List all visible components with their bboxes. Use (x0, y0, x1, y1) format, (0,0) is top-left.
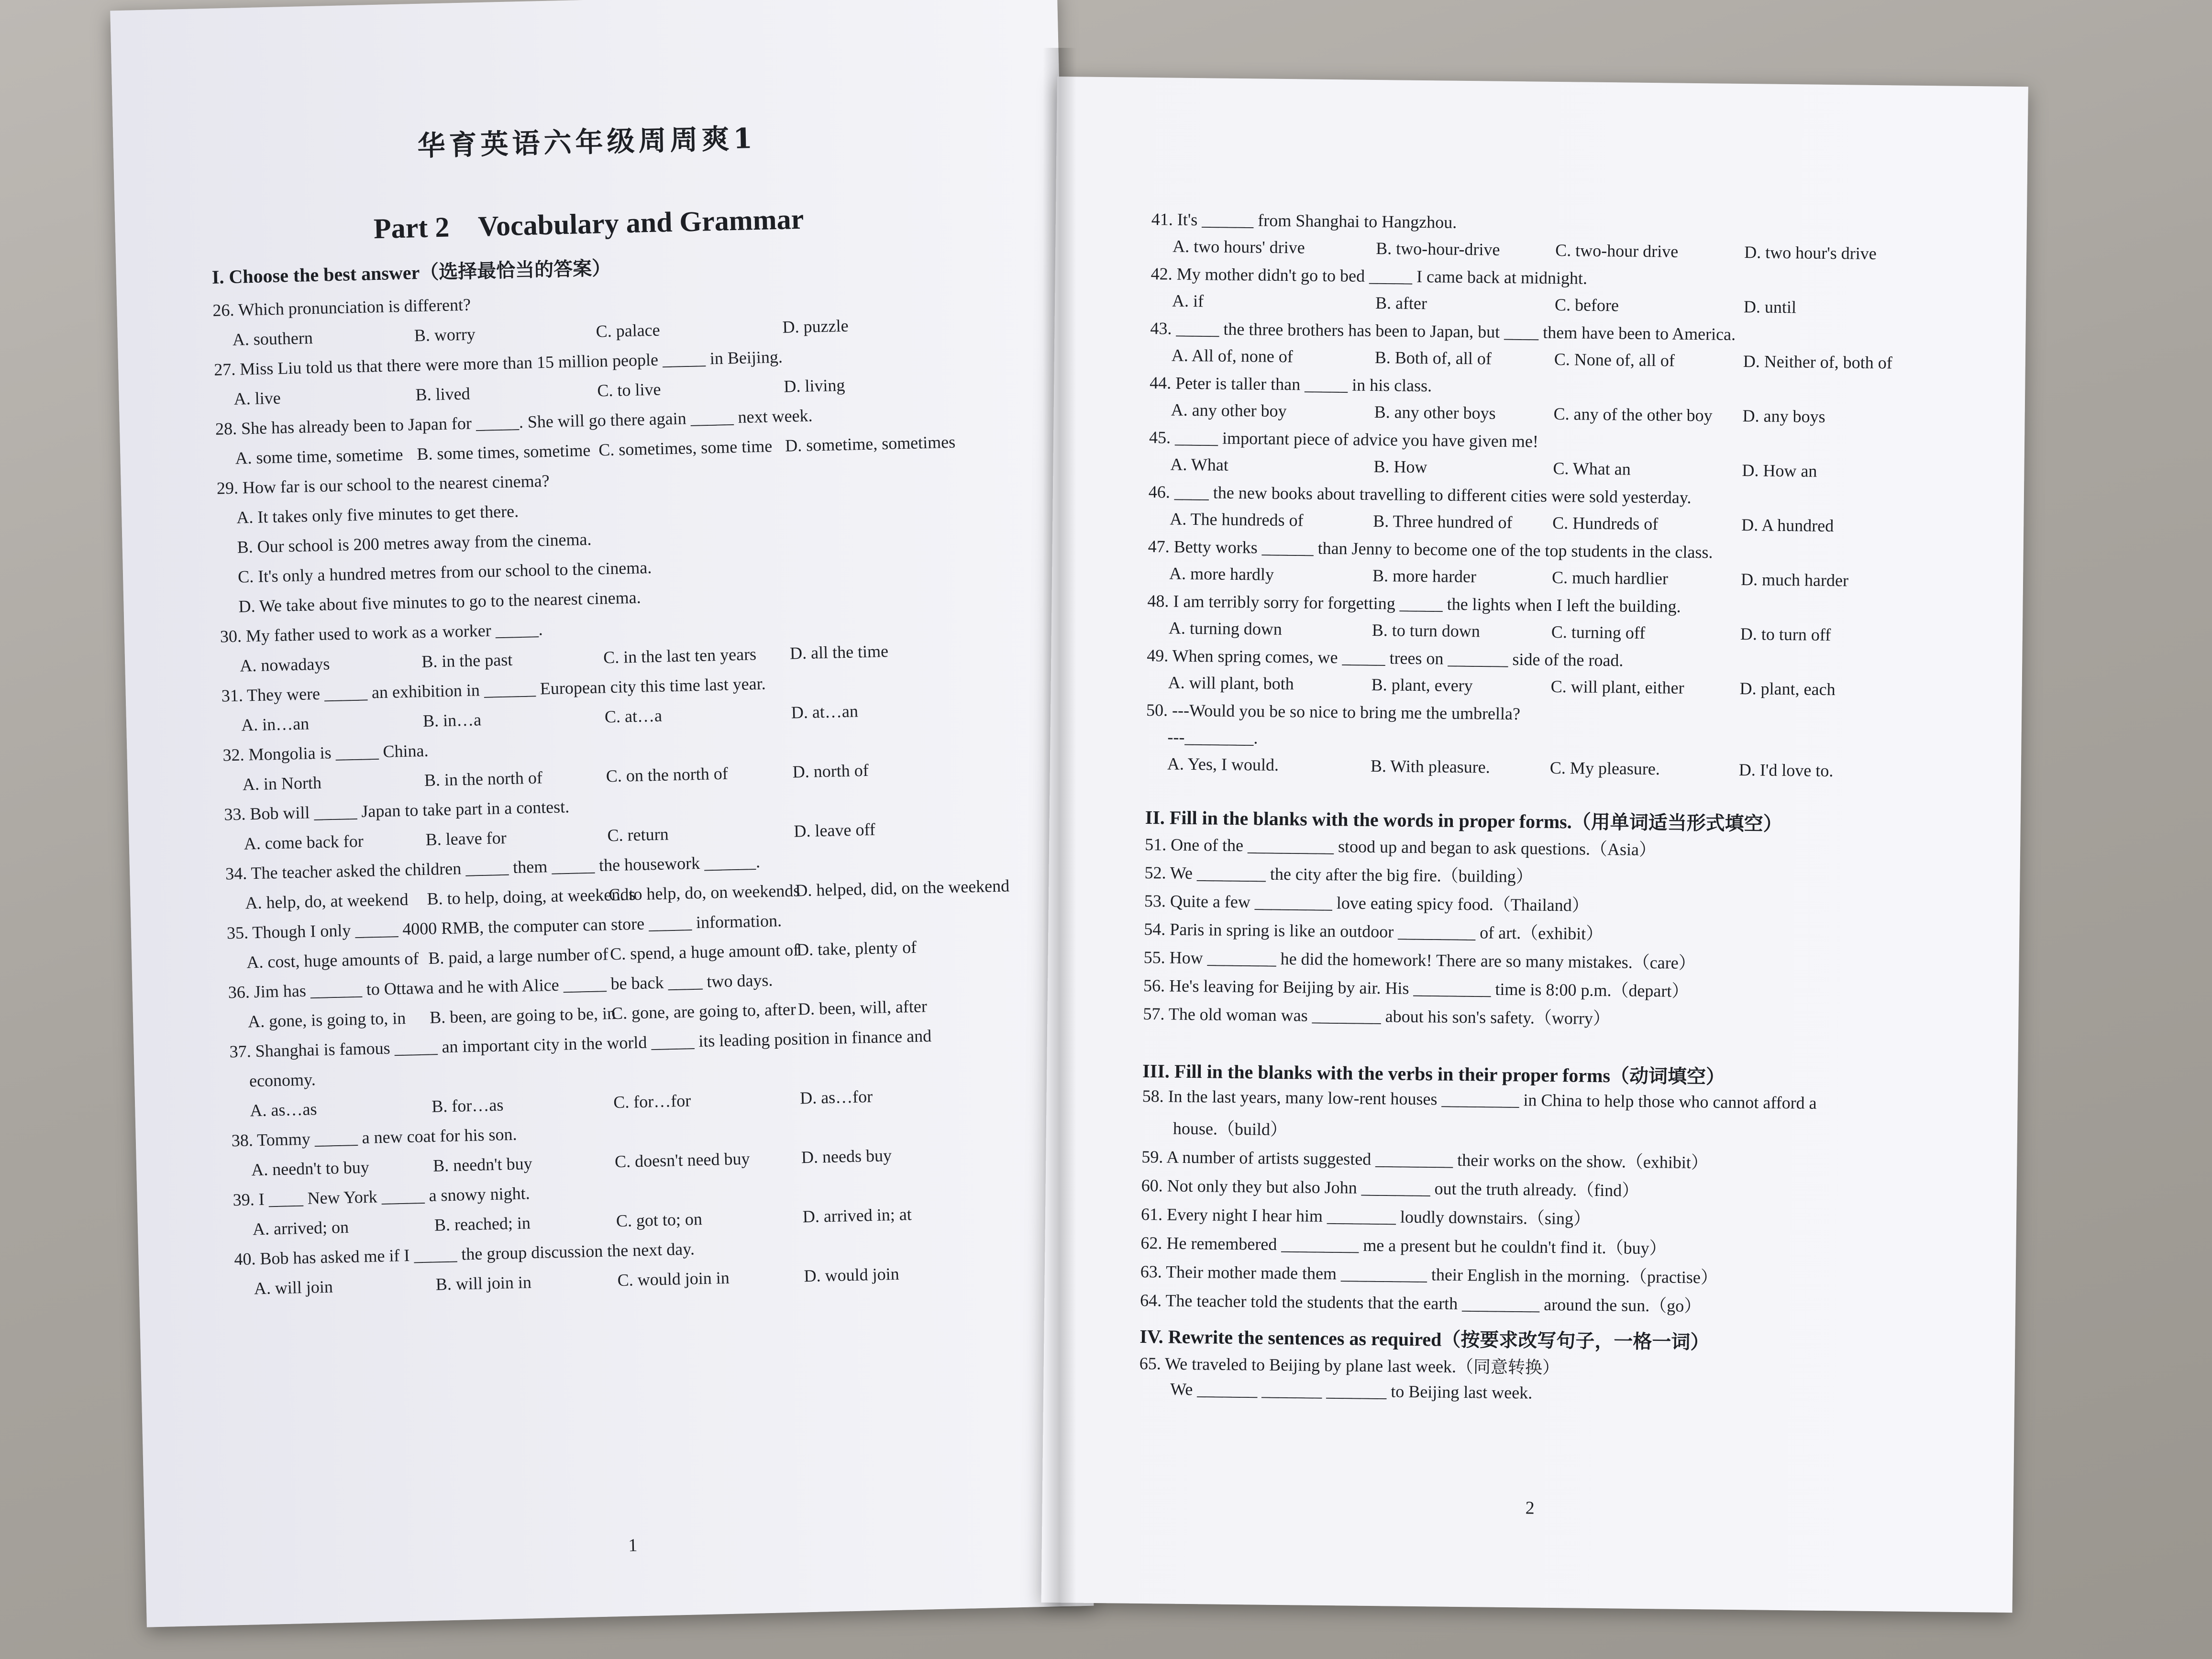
question-text: 40. Bob has asked me if I _____ the group discussion the next day. (234, 1239, 695, 1269)
answer-option: C. would join in (617, 1268, 730, 1290)
answer-option: D. helped, did, on the weekend (795, 876, 1010, 900)
answer-option: B. more harder (1372, 565, 1477, 586)
answer-option: D. to turn off (1740, 624, 1831, 644)
answer-option: B. reached; in (434, 1213, 531, 1235)
answer-option: B. for…as (431, 1095, 504, 1116)
answer-option: B. some times, sometime (416, 440, 591, 464)
question-text: 43. _____ the three brothers has been to Japan, but ____ them have been to America. (1150, 319, 1736, 344)
answer-option: B. been, are going to be, in (429, 1004, 616, 1027)
answer-option: C. got to; on (616, 1209, 703, 1231)
answer-option: D. as…for (799, 1086, 873, 1108)
answer-option: D. needs buy (801, 1146, 892, 1167)
answer-option: D. all the time (789, 641, 889, 663)
answer-option: C. return (607, 824, 669, 845)
question-text: 30. My father used to work as a worker _____. (220, 619, 543, 646)
fill-blank-item: 65. We traveled to Beijing by plane last week.（同意转换） (1139, 1353, 1560, 1378)
answer-option: D. plant, each (1739, 679, 1836, 699)
answer-option: B. two-hour-drive (1376, 238, 1500, 259)
answer-option: B. How (1373, 456, 1427, 477)
fill-blank-item: 61. Every night I hear him ________ loudly downstairs.（sing） (1140, 1204, 1591, 1228)
answer-option: A. turning down (1168, 618, 1283, 639)
answer-option: D. arrived in; at (802, 1205, 912, 1227)
question-text: 46. ____ the new books about travelling to different cities were sold yesterday. (1148, 482, 1692, 507)
answer-option: C. any of the other boy (1553, 404, 1713, 425)
answer-option: C. Hundreds of (1552, 513, 1659, 534)
answer-option: A. help, do, at weekend (245, 889, 409, 913)
section-1-title: I. Choose the best answer（选择最恰当的答案） (211, 257, 611, 288)
question-text: 27. Miss Liu told us that there were more than 15 million people _____ in Beijing. (213, 347, 783, 379)
answer-option: C. for…for (613, 1091, 691, 1112)
answer-option: A. arrived; on (252, 1217, 349, 1239)
question-text: 31. They were _____ an exhibition in ______ European city this time last year. (221, 674, 766, 706)
question-text: 29. How far is our school to the nearest cinema? (216, 471, 550, 498)
document-title: 华育英语六年级周周爽1 (417, 122, 757, 162)
answer-option: B. to turn down (1371, 620, 1481, 641)
answer-option: B. paid, a large number of (428, 944, 608, 968)
question-text: 32. Mongolia is _____ China. (222, 741, 429, 765)
answer-option: A. southern (232, 328, 313, 349)
answer-option: C. before (1554, 295, 1619, 315)
answer-option: B. in the past (421, 650, 513, 672)
answer-option: A. live (233, 388, 281, 409)
answer-option: A. What (1170, 454, 1229, 475)
answer-option: C. spend, a huge amount of (609, 940, 799, 964)
answer-option: B. needn't buy (432, 1154, 533, 1175)
question-text: 28. She has already been to Japan for _____. She will go there again _____ next week. (215, 406, 813, 439)
answer-option: A. more hardly (1169, 564, 1274, 584)
question-text: 33. Bob will _____ Japan to take part in a contest. (223, 797, 570, 824)
left-page (110, 0, 1094, 1627)
answer-option: B. Our school is 200 metres away from the cinema. (237, 529, 592, 557)
part-title: Part 2 Vocabulary and Grammar (373, 203, 804, 245)
answer-option: B. to help, doing, at weekends (427, 885, 636, 908)
answer-option: A. as…as (250, 1099, 317, 1120)
answer-option: A. cost, huge amounts of (246, 949, 419, 972)
answer-option: A. will plant, both (1168, 673, 1294, 694)
question-text: 49. When spring comes, we _____ trees on _______ side of the road. (1147, 646, 1624, 670)
answer-option: A. come back for (243, 831, 364, 853)
answer-option: D. How an (1742, 461, 1817, 481)
answer-option: A. Yes, I would. (1167, 754, 1279, 774)
answer-option: B. will join in (435, 1272, 532, 1294)
fill-blank-item: 64. The teacher told the students that the earth _________ around the sun.（go） (1140, 1290, 1702, 1316)
answer-option: A. in…an (241, 714, 310, 735)
answer-option: C. on the north of (606, 763, 729, 786)
answer-option: B. With pleasure. (1370, 756, 1490, 777)
answer-option: C. My pleasure. (1549, 758, 1660, 779)
question-text: 38. Tommy _____ a new coat for his son. (231, 1124, 517, 1150)
page-number-right: 2 (1525, 1498, 1535, 1518)
answer-option: C. to help, do, on weekends (608, 881, 800, 905)
answer-option: D. leave off (794, 819, 876, 841)
answer-option: D. puzzle (782, 316, 849, 337)
answer-option: A. nowadays (239, 654, 330, 675)
answer-option: C. None of, all of (1554, 349, 1675, 370)
answer-option: C. two-hour drive (1555, 240, 1679, 261)
answer-option: C. sometimes, some time (598, 436, 773, 460)
answer-option: D. two hour's drive (1744, 243, 1877, 263)
answer-option: D. I'd love to. (1738, 760, 1834, 781)
question-text: 36. Jim has ______ to Ottawa and he with Alice _____ be back ____ two days. (228, 970, 773, 1002)
answer-option: B. any other boys (1374, 402, 1496, 423)
answer-option: B. after (1375, 293, 1427, 313)
answer-option: C. doesn't need buy (614, 1149, 750, 1172)
section-2-title: II. Fill in the blanks with the words in proper forms.（用单词适当形式填空） (1145, 807, 1782, 835)
answer-option: D. north of (792, 760, 869, 782)
answer-option: B. worry (414, 324, 476, 345)
answer-option: D. We take about five minutes to go to the nearest cinema. (238, 587, 641, 616)
question-continuation: economy. (249, 1070, 316, 1091)
answer-option: D. until (1743, 297, 1797, 317)
answer-option: B. Three hundred of (1373, 511, 1513, 532)
fill-blank-item: 62. He remembered _________ me a present but he couldn't find it.（buy） (1140, 1233, 1667, 1258)
answer-option: C. much hardlier (1551, 567, 1669, 588)
question-text: 41. It's ______ from Shanghai to Hangzhou. (1151, 210, 1457, 232)
answer-option: C. at…a (604, 706, 663, 727)
dialogue-reply: ---________. (1167, 727, 1258, 748)
answer-option: C. turning off (1551, 622, 1646, 642)
question-text: 48. I am terribly sorry for forgetting _____ the lights when I left the building. (1147, 591, 1681, 616)
answer-option: A. some time, sometime (235, 444, 403, 468)
answer-option: D. been, will, after (797, 996, 928, 1019)
right-page (1041, 77, 2028, 1613)
fill-blank-item: 60. Not only they but also John ________ out the truth already.（find） (1141, 1175, 1639, 1200)
question-text: 44. Peter is taller than _____ in his class. (1150, 373, 1432, 396)
answer-option: D. Neither of, both of (1743, 352, 1892, 373)
fill-blank-item: 51. One of the __________ stood up and began to ask questions.（Asia） (1144, 835, 1657, 860)
answer-option: B. in…a (422, 710, 482, 731)
answer-option: C. to live (597, 379, 661, 400)
answer-option: A. It takes only five minutes to get there. (236, 501, 519, 527)
fill-blank-item: 58. In the last years, many low-rent houses _________ in China to help those who cannot afford a (1142, 1086, 1817, 1113)
answer-option: D. sometime, sometimes (785, 432, 956, 455)
answer-option: D. at…an (791, 701, 859, 722)
fill-blank-item: house.（build） (1172, 1118, 1288, 1139)
question-text: 47. Betty works ______ than Jenny to become one of the top students in the class. (1148, 537, 1713, 562)
answer-option: A. will join (254, 1277, 333, 1298)
answer-option: A. if (1172, 291, 1204, 311)
answer-option: B. in the north of (424, 768, 543, 790)
answer-option: C. will plant, either (1550, 676, 1684, 697)
question-text: 50. ---Would you be so nice to bring me the umbrella? (1146, 700, 1521, 724)
fill-blank-item: 56. He's leaving for Beijing by air. His _________ time is 8:00 p.m.（depart） (1143, 975, 1689, 1001)
fill-blank-item: 55. How ________ he did the homework! There are so many mistakes.（care） (1143, 947, 1696, 973)
answer-option: C. palace (596, 320, 661, 341)
answer-option: D. take, plenty of (796, 937, 917, 960)
answer-option: A. in North (242, 773, 322, 794)
answer-option: B. Both of, all of (1374, 347, 1492, 368)
answer-option: A. two hours' drive (1172, 236, 1305, 257)
fill-blank-item: 57. The old woman was ________ about his son's safety.（worry） (1143, 1004, 1611, 1029)
answer-option: C. It's only a hundred metres from our school to the cinema. (237, 558, 652, 586)
section-4-title: IV. Rewrite the sentences as required（按要求改写句子，一格一词） (1139, 1325, 1710, 1353)
fill-blank-item: 54. Paris in spring is like an outdoor _________ of art.（exhibit） (1144, 919, 1604, 944)
answer-option: D. A hundred (1741, 515, 1834, 536)
fill-blank-item: 53. Quite a few _________ love eating spicy food.（Thailand） (1144, 891, 1589, 915)
question-text: 42. My mother didn't go to bed _____ I came back at midnight. (1150, 264, 1588, 288)
answer-option: B. lived (415, 384, 471, 405)
answer-option: A. gone, is going to, in (247, 1008, 406, 1031)
right-question-list (1057, 77, 2028, 781)
answer-option: A. needn't to buy (251, 1157, 370, 1180)
answer-option: A. All of, none of (1171, 345, 1294, 366)
answer-option: D. living (783, 375, 845, 396)
answer-option: D. much harder (1740, 570, 1849, 590)
question-text: 45. _____ important piece of advice you have given me! (1149, 428, 1539, 451)
answer-option: D. any boys (1742, 406, 1825, 426)
fill-blank-item: 59. A number of artists suggested _________ their works on the show.（exhibit） (1141, 1147, 1709, 1172)
page-number-left: 1 (628, 1535, 638, 1556)
answer-option: C. gone, are going to, after (611, 999, 796, 1023)
fill-blank-item: We _______ _______ _______ to Beijing last week. (1170, 1379, 1533, 1403)
answer-option: B. plant, every (1371, 675, 1473, 696)
answer-option: D. would join (804, 1264, 900, 1286)
answer-option: B. leave for (425, 828, 507, 849)
answer-option: C. What an (1553, 458, 1631, 479)
question-text: 34. The teacher asked the children _____ them _____ the housework ______. (225, 852, 761, 884)
fill-blank-item: 63. Their mother made them __________ their English in the morning.（practise） (1140, 1261, 1718, 1287)
answer-option: C. in the last ten years (603, 644, 757, 667)
answer-option: A. any other boy (1171, 400, 1287, 421)
answer-option: A. The hundreds of (1170, 509, 1304, 530)
fill-blank-item: 52. We ________ the city after the big fire.（building） (1144, 863, 1534, 886)
question-text: 35. Though I only _____ 4000 RMB, the computer can store _____ information. (226, 911, 782, 943)
question-text: 39. I ____ New York _____ a snowy night. (232, 1183, 531, 1210)
question-text: 37. Shanghai is famous _____ an important city in the world _____ its leading position in finance and (229, 1026, 932, 1062)
section-3-title: III. Fill in the blanks with the verbs in their proper forms（动词填空） (1142, 1060, 1725, 1088)
question-text: 26. Which pronunciation is different? (212, 295, 471, 320)
